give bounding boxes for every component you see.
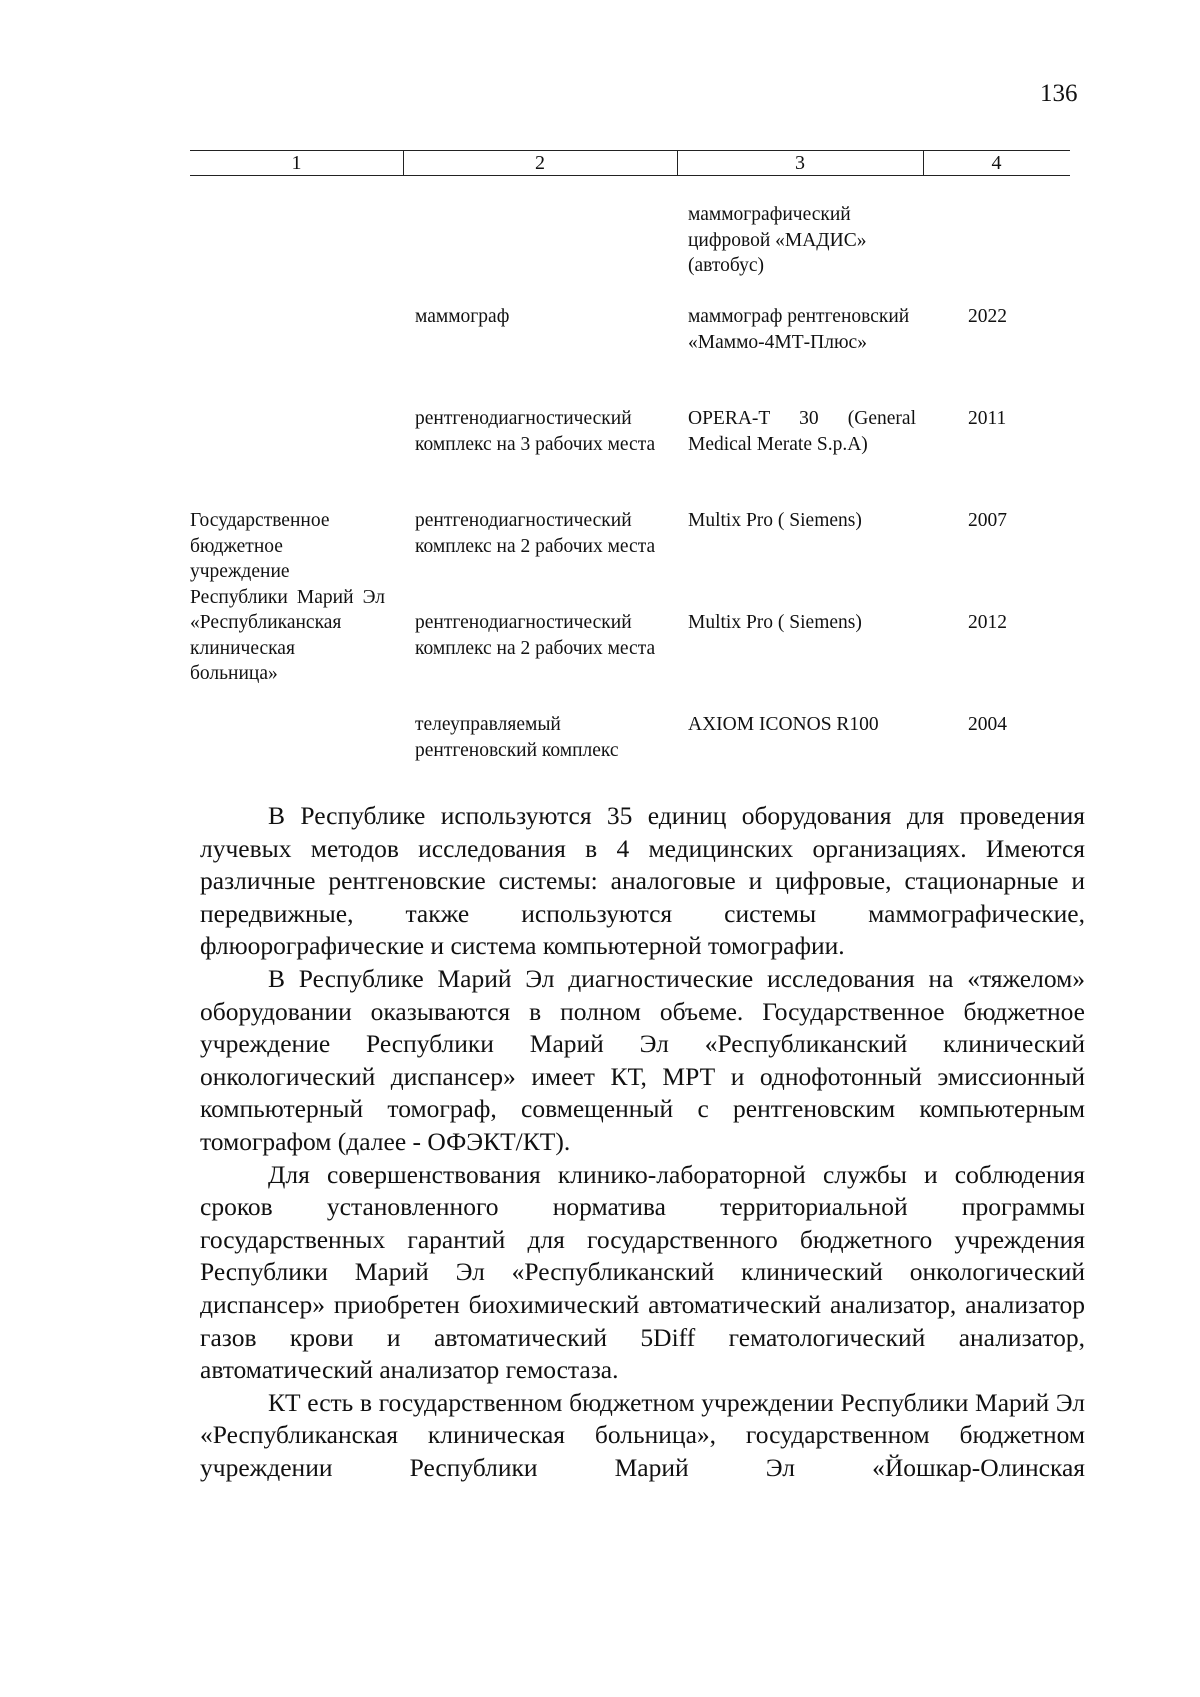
table-cell-type: рентгенодиагностический комплекс на 3 рабочих места [415, 408, 656, 455]
table-cell-year: 2012 [968, 612, 1007, 633]
paragraph: В Республике Марий Эл диагностические исследования на «тяжелом» оборудовании оказываются в полном объеме. Государственное бюджетное учреждение Республики Марий Эл «Республиканский клинический онкологический диспансер» имеет КТ, МРТ и однофотонный эмиссионный компьютерный томограф, совмещенный с рентгеновским компьютерным томографом (далее - ОФЭКТ/КТ). [200, 963, 1085, 1156]
table-cell-model: OPERA-T 30 (General Medical Merate S.p.A) [688, 408, 916, 455]
body-text [200, 800, 1085, 1484]
column-header-3: 3 [795, 152, 805, 174]
table-cell-type: телеуправляемый рентгеновский комплекс [415, 714, 619, 761]
paragraph: КТ есть в государственном бюджетном учреждении Республики Марий Эл «Республиканская клиническая больница», государственном бюджетном учреждении Республики Марий Эл «Йошкар-Олинская [200, 1387, 1085, 1482]
column-header-1: 1 [291, 152, 302, 174]
table-cell-model: маммографический цифровой «МАДИС» (автобус) [688, 204, 867, 276]
table-cell-type: рентгенодиагностический комплекс на 2 рабочих места [415, 510, 656, 557]
paragraph: В Республике используются 35 единиц оборудования для проведения лучевых методов исследования в 4 медицинских организациях. Имеются различные рентгеновские системы: аналоговые и цифровые, стационарные и передвижные, также используются системы маммографические, флюорографические и система компьютерной томографии. [200, 801, 1085, 961]
equipment-table [190, 150, 1070, 761]
table-cell-year: 2007 [968, 510, 1007, 531]
table-cell-model: маммограф рентгеновский «Маммо-4МТ-Плюс» [688, 306, 910, 353]
page-number: 136 [1040, 80, 1078, 107]
column-header-2: 2 [535, 152, 545, 174]
table-cell-model: Multix Pro ( Siemens) [688, 510, 862, 531]
table-cell-type: рентгенодиагностический комплекс на 2 рабочих места [415, 612, 656, 659]
table-cell-model: Multix Pro ( Siemens) [688, 612, 862, 633]
table-header-row [190, 150, 1070, 176]
table-cell-institution: Государственное бюджетное учреждение Республики Марий Эл «Республиканская клиническая больница» [190, 510, 385, 684]
table-cell-year: 2004 [968, 714, 1007, 735]
column-header-4: 4 [991, 152, 1002, 174]
paragraph: Для совершенствования клинико-лабораторной службы и соблюдения сроков установленного норматива территориальной программы государственных гарантий для государственного бюджетного учреждения Республики Марий Эл «Республиканский клинический онкологический диспансер» приобретен биохимический автоматический анализатор, анализатор газов крови и автоматический 5Diff гематологический анализатор, автоматический анализатор гемостаза. [200, 1159, 1085, 1385]
table-cell-year: 2011 [968, 408, 1007, 429]
table-cell-model: AXIOM ICONOS R100 [688, 714, 879, 735]
table-cell-year: 2022 [968, 306, 1007, 327]
table-cell-type: маммограф [415, 306, 510, 327]
